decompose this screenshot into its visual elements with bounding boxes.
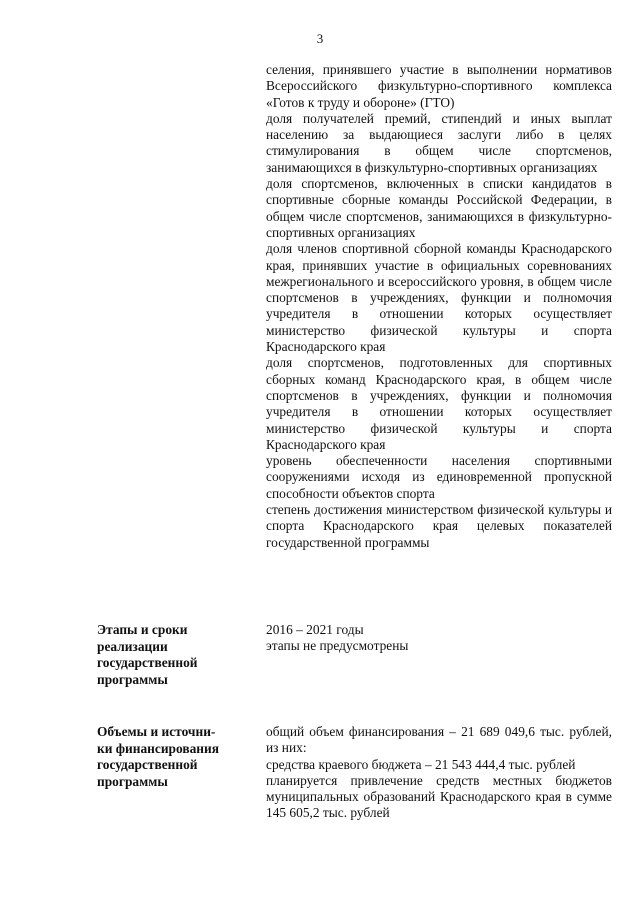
indicator-item: уровень обеспеченности населения спортивными сооружениями исходя из единовременной пропускной способности объектов спорта (266, 453, 612, 501)
indicator-item: доля членов спортивной сборной команды Краснодарского края, принявших участие в официальных соревнованиях межрегионального и всероссийского уровня, в общем числе спортсменов в учреждениях, функции и полномочия учредителя в отношении которых осуществляет министерство физической культуры и спорта Краснодарского края (266, 241, 612, 355)
financing-label (97, 724, 247, 790)
stages-label (97, 622, 247, 688)
indicator-item: доля получателей премий, стипендий и иных выплат населению за выдающиеся заслуги либо в целях стимулирования в общем числе спортсменов, занимающихся в физкультурно-спортивных организациях (266, 110, 612, 175)
financing-label-line: государственной (97, 757, 198, 773)
stages-value (266, 622, 612, 655)
stages-label-line: Этапы и сроки (97, 622, 188, 637)
stages-label-line: государственной (97, 655, 198, 671)
indicator-item: доля спортсменов, включенных в списки кандидатов в спортивные сборные команды Российской Федерации, в общем числе спортсменов, занимающихся в физкультурно-спортивных организациях (266, 176, 612, 240)
financing-value (266, 724, 612, 822)
stages-years: 2016 – 2021 годы (266, 622, 364, 637)
financing-label-line: программы (97, 773, 168, 789)
financing-regional: средства краевого бюджета – 21 543 444,4 тыс. рублей (266, 756, 576, 772)
stages-note: этапы не предусмотрены (266, 638, 409, 654)
indicator-item: доля спортсменов, подготовленных для спортивных сборных команд Краснодарского края, в общем числе спортсменов в учреждениях, функции и полномочия учредителя в отношении которых осуществляет министерство физической культуры и спорта Краснодарского края (266, 355, 612, 452)
stages-label-line: программы (97, 671, 168, 687)
indicator-item: степень достижения министерством физической культуры и спорта Краснодарского края целевых показателей государственной программы (266, 502, 612, 550)
stages-label-line: реализации (97, 638, 168, 654)
financing-label-line: ки финансирования (97, 740, 219, 756)
indicator-item: селения, принявшего участие в выполнении нормативов Всероссийского физкультурно-спортивного комплекса «Готов к труду и обороне» (ГТО) (266, 62, 612, 110)
financing-local: планируется привлечение средств местных бюджетов муниципальных образований Краснодарского края в сумме 145 605,2 тыс. рублей (266, 772, 612, 821)
financing-label-line: Объемы и источни- (97, 724, 216, 739)
indicators-list (266, 62, 612, 551)
page-number: 3 (316, 31, 324, 46)
financing-total: общий объем финансирования – 21 689 049,6 тыс. рублей, из них: (266, 724, 612, 756)
